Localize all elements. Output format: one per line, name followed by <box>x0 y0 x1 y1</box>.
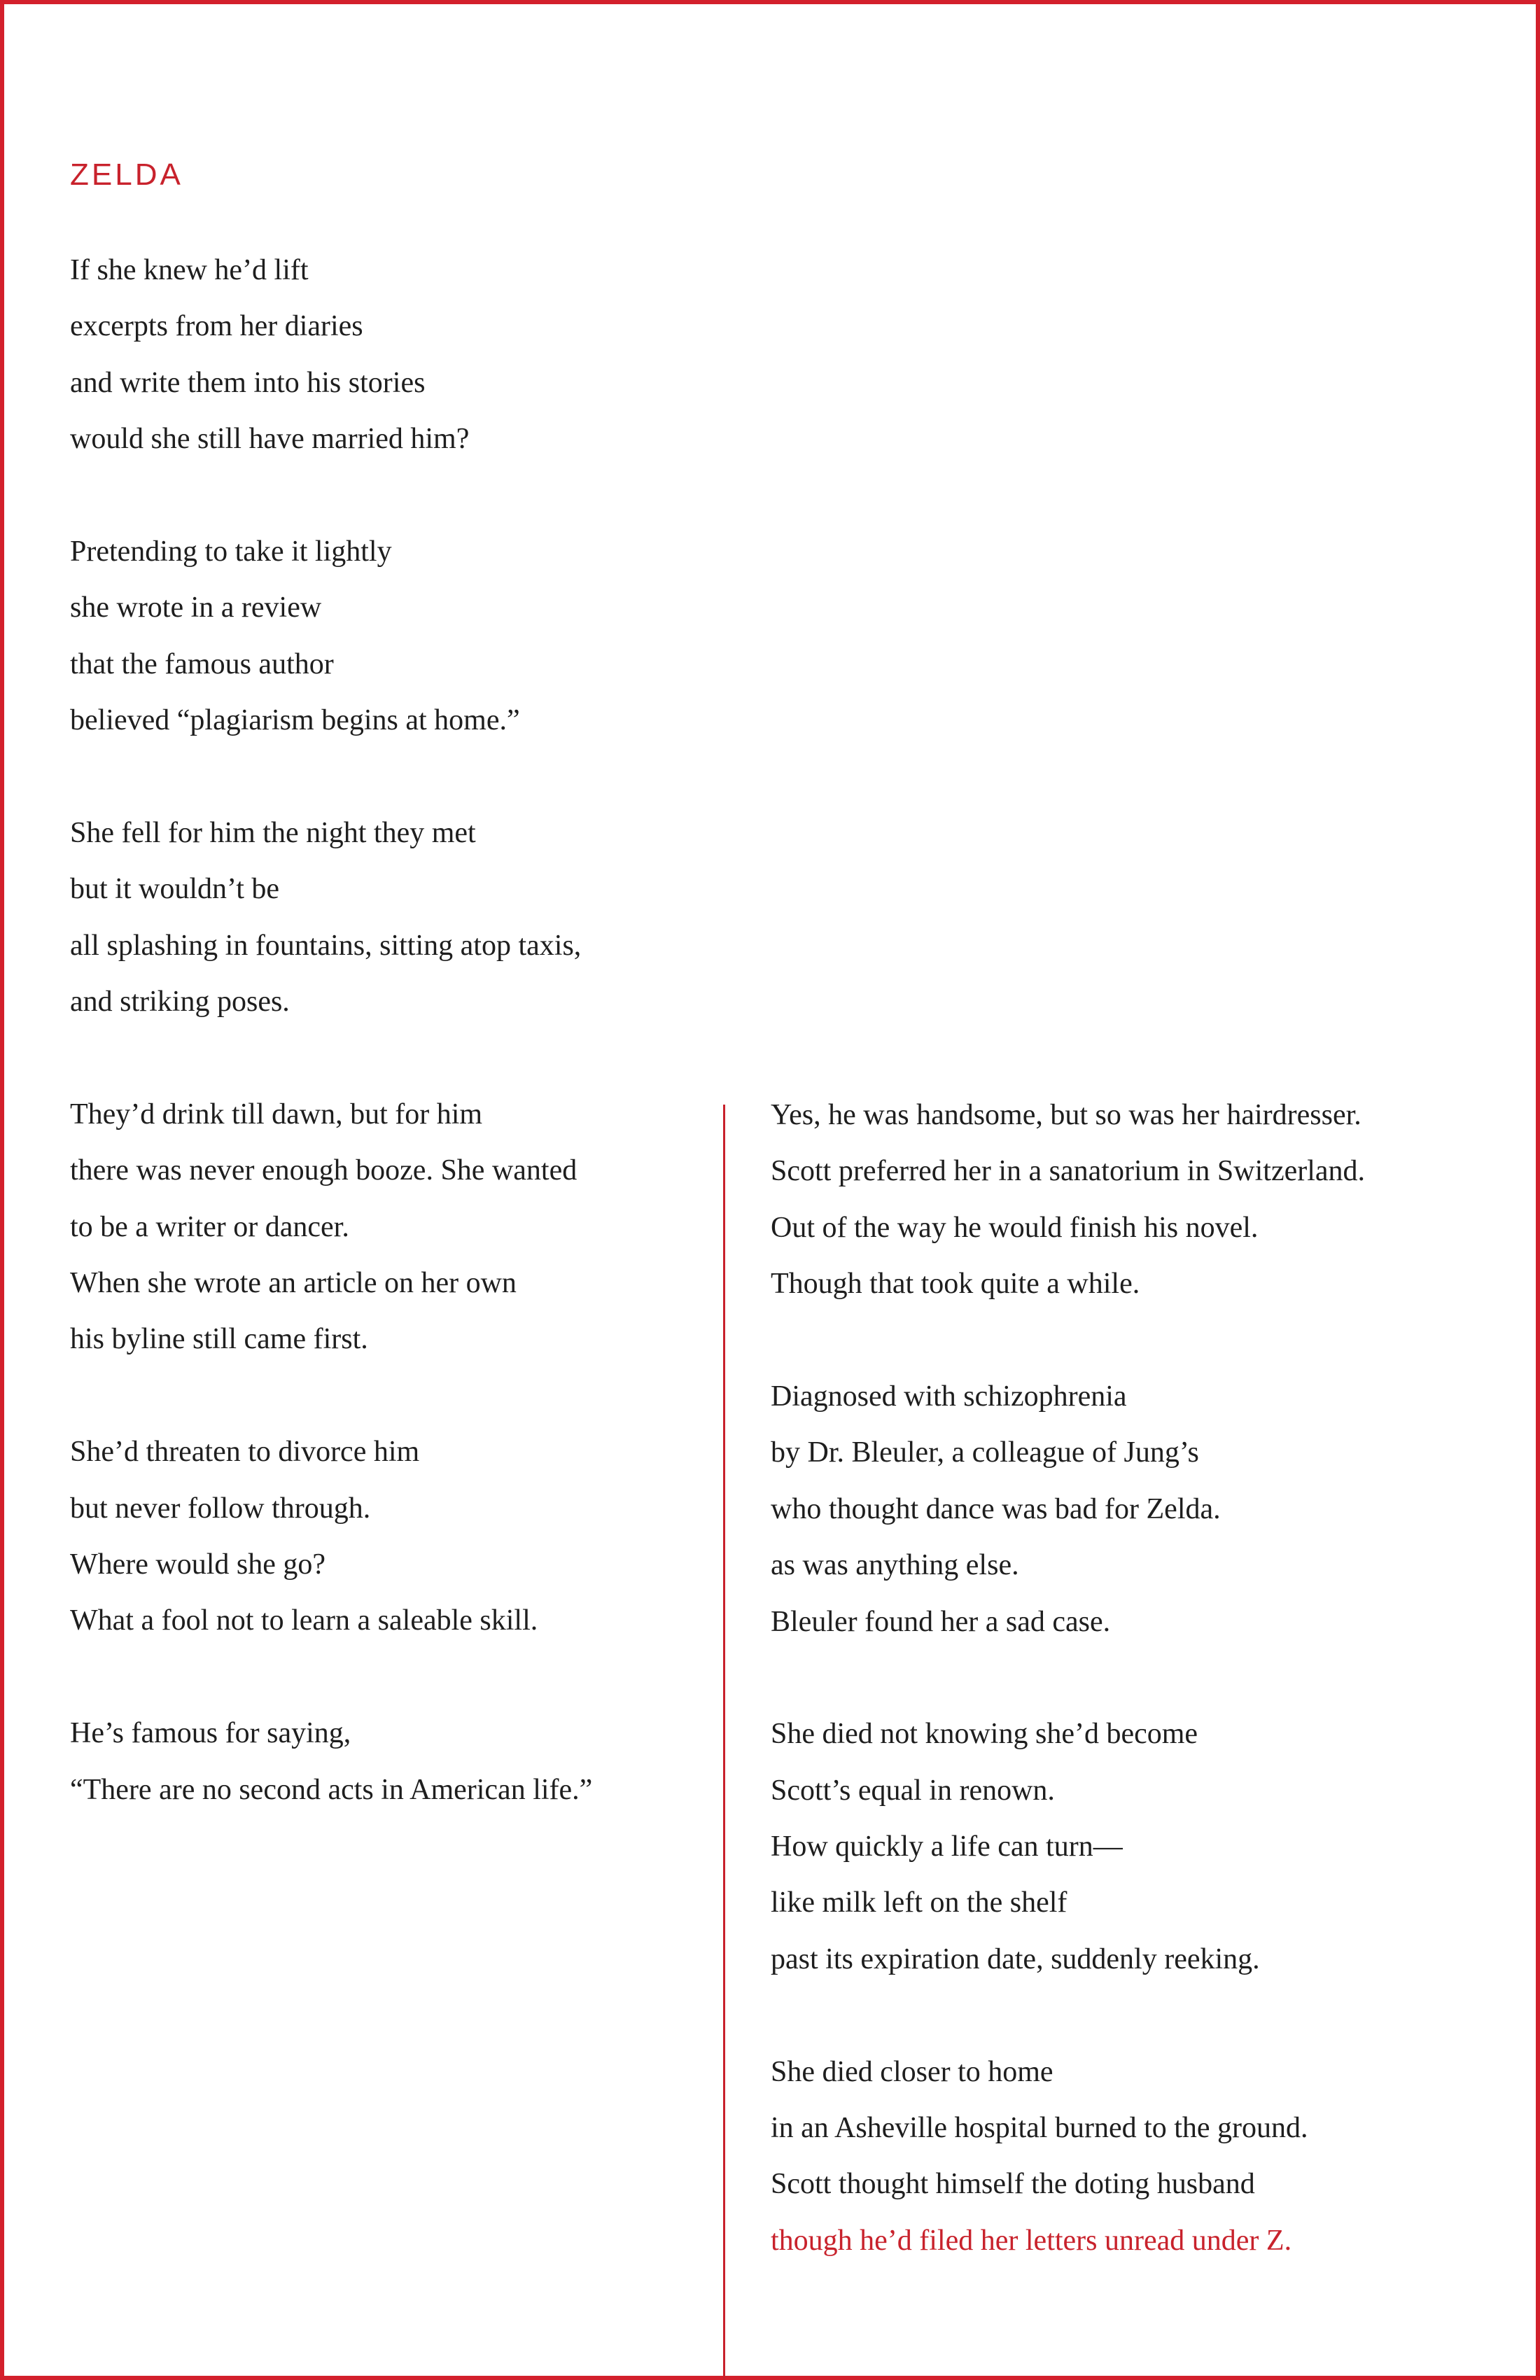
stanza <box>70 1424 592 1649</box>
poem-line: that the famous author <box>70 648 334 680</box>
poem-line: Scott thought himself the doting husband <box>771 2168 1255 2201</box>
left-column <box>70 242 592 1874</box>
poem-line: Scott’s equal in renown. <box>771 1774 1055 1807</box>
poem-line: They’d drink till dawn, but for him <box>70 1098 483 1130</box>
poem-line: Bleuler found her a sad case. <box>771 1605 1111 1638</box>
poem-line: If she knew he’d lift <box>70 254 309 286</box>
poem-line: his byline still came first. <box>70 1323 368 1356</box>
stanza <box>771 1087 1365 1312</box>
poem-line: who thought dance was bad for Zelda. <box>771 1492 1221 1525</box>
poem-line: though he’d filed her letters unread under Z. <box>771 2224 1292 2257</box>
poem-line: and striking poses. <box>70 986 290 1018</box>
stanza <box>70 805 592 1030</box>
poem-line: in an Asheville hospital burned to the ground. <box>771 2112 1308 2145</box>
poem-line: She died closer to home <box>771 2055 1054 2088</box>
poem-line: Out of the way he would finish his novel. <box>771 1211 1259 1244</box>
poem-line: excerpts from her diaries <box>70 310 363 343</box>
poem-line: Pretending to take it lightly <box>70 535 392 568</box>
poem-line: What a fool not to learn a saleable skill. <box>70 1604 538 1637</box>
poem-line: by Dr. Bleuler, a colleague of Jung’s <box>771 1436 1199 1469</box>
column-divider <box>723 1105 725 2380</box>
right-column <box>771 1087 1365 2325</box>
poem-line: but it wouldn’t be <box>70 873 280 906</box>
poem-line: She fell for him the night they met <box>70 816 476 849</box>
poem-line: she wrote in a review <box>70 592 322 624</box>
poem-line: to be a writer or dancer. <box>70 1210 349 1243</box>
poem-line: like milk left on the shelf <box>771 1886 1068 1919</box>
stanza <box>70 242 592 468</box>
poem-line: How quickly a life can turn— <box>771 1830 1123 1863</box>
poem-line: Where would she go? <box>70 1548 326 1581</box>
poem-line: there was never enough booze. She wanted <box>70 1154 578 1187</box>
stanza <box>70 1086 592 1368</box>
poem-line: She’d threaten to divorce him <box>70 1436 420 1469</box>
poem-title: ZELDA <box>70 158 183 192</box>
poem-line: believed “plagiarism begins at home.” <box>70 704 520 737</box>
poem-line: as was anything else. <box>771 1549 1019 1582</box>
poem-line: She died not knowing she’d become <box>771 1718 1198 1751</box>
poem-line: Diagnosed with schizophrenia <box>771 1380 1127 1413</box>
poem-line: Yes, he was handsome, but so was her hairdresser. <box>771 1099 1362 1131</box>
stanza <box>771 2044 1365 2269</box>
poem-line: would she still have married him? <box>70 423 470 456</box>
poem-line: Scott preferred her in a sanatorium in Switzerland. <box>771 1155 1366 1188</box>
poem-line: and write them into his stories <box>70 366 426 399</box>
poem-line: He’s famous for saying, <box>70 1717 351 1750</box>
stanza <box>771 1368 1365 1650</box>
stanza <box>771 1706 1365 1987</box>
poem-line: past its expiration date, suddenly reeking. <box>771 1942 1260 1975</box>
stanza <box>70 524 592 749</box>
poem-line: “There are no second acts in American life.” <box>70 1773 593 1806</box>
poem-line: When she wrote an article on her own <box>70 1267 517 1300</box>
poem-line: Though that took quite a while. <box>771 1268 1140 1301</box>
poem-line: all splashing in fountains, sitting atop taxis, <box>70 929 582 962</box>
poem-line: but never follow through. <box>70 1492 371 1525</box>
stanza <box>70 1705 592 1818</box>
